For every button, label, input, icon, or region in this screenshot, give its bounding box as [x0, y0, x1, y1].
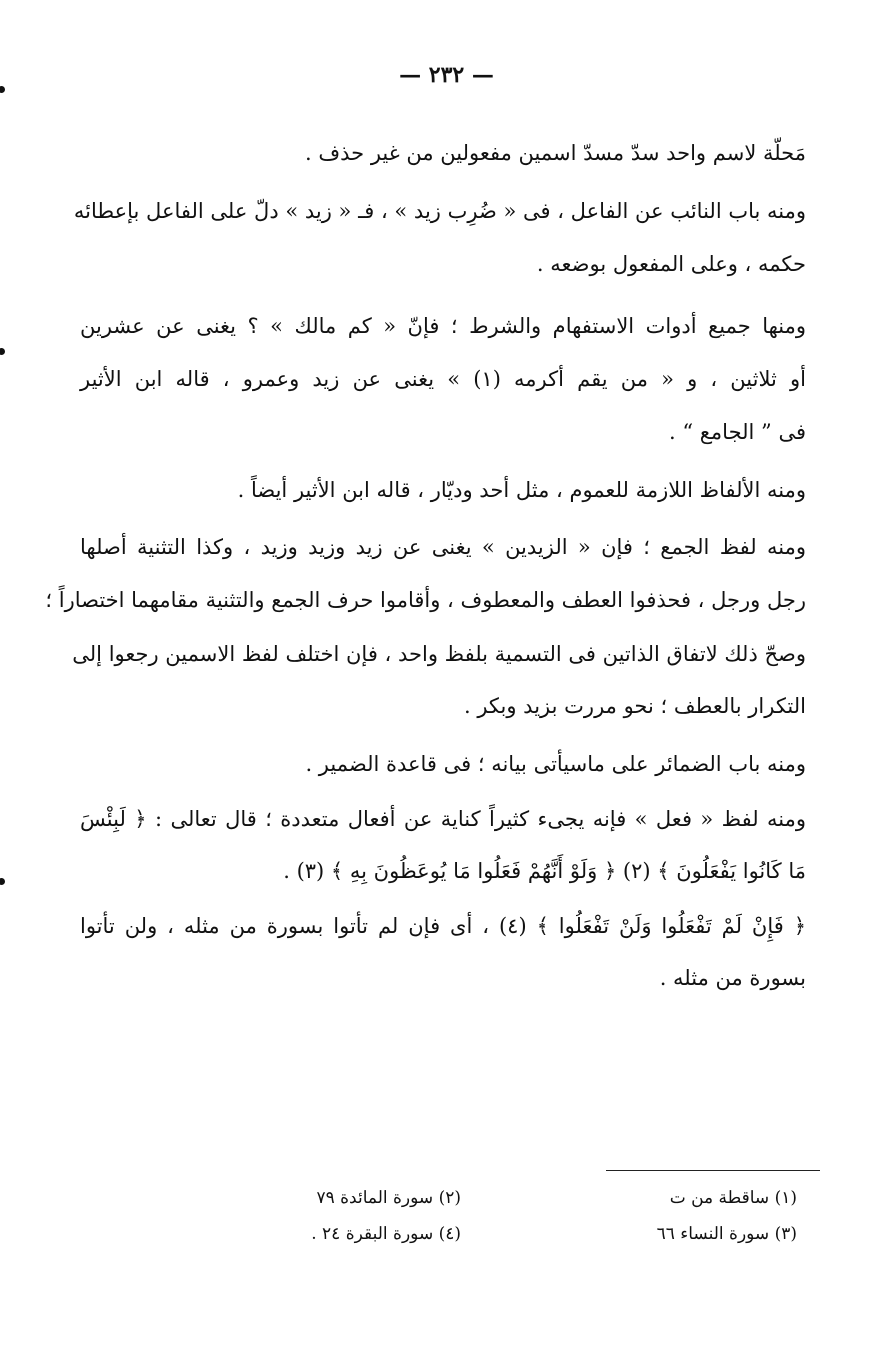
body-line: ومنه لفظ الجمع ؛ فإن « الزيدين » يغنى عن زيد وزيد وزيد ، وكذا التثنية أصلها [80, 535, 806, 559]
footnote-divider [606, 1170, 820, 1171]
body-line: بسورة من مثله . [659, 966, 806, 990]
footnote-2: (٢) سورة المائدة ٧٩ [316, 1188, 461, 1208]
body-line: مَحلّة لاسم واحد سدّ مسدّ اسمين مفعولين من غير حذف . [305, 141, 806, 165]
page-number: — ٢٣٢ — [399, 62, 494, 88]
body-line: رجل ورجل ، فحذفوا العطف والمعطوف ، وأقاموا حرف الجمع والتثنية مقامهما اختصاراً ؛ [45, 588, 806, 612]
scan-margin-mark [0, 86, 5, 93]
body-line: ﴿ فَإِنْ لَمْ تَفْعَلُوا وَلَنْ تَفْعَلُوا ﴾ (٤) ، أى فإن لم تأتوا بسورة من مثله ، ولن تأتوا [80, 914, 806, 938]
body-line: مَا كَانُوا يَفْعَلُونَ ﴾ (٢) ﴿ وَلَوْ أَنَّهُمْ فَعَلُوا مَا يُوعَظُونَ بِهِ ﴾ (٣) . [283, 859, 806, 883]
scan-margin-mark [0, 878, 5, 885]
body-line: حكمه ، وعلى المفعول بوضعه . [536, 252, 806, 276]
body-line: وصحّ ذلك لاتفاق الذاتين فى التسمية بلفظ واحد ، فإن اختلف لفظ الاسمين رجعوا إلى [72, 642, 806, 666]
scan-margin-mark [0, 348, 5, 355]
body-line: التكرار بالعطف ؛ نحو مررت بزيد وبكر . [463, 694, 806, 718]
body-line: ومنه لفظ « فعل » فإنه يجىء كثيراً كناية عن أفعال متعددة ؛ قال تعالى : ﴿ لَبِئْسَ [80, 807, 806, 831]
footnote-3: (٣) سورة النساء ٦٦ [656, 1224, 797, 1244]
body-line: ومنها جميع أدوات الاستفهام والشرط ؛ فإنّ « كم مالك » ؟ يغنى عن عشرين [80, 314, 806, 338]
body-line: فى ” الجامع “ . [668, 420, 806, 444]
footnote-4: (٤) سورة البقرة ٢٤ . [311, 1224, 461, 1244]
body-line: ومنه الألفاظ اللازمة للعموم ، مثل أحد وديّار ، قاله ابن الأثير أيضاً . [237, 478, 806, 502]
footnote-1: (١) ساقطة من ت [669, 1188, 797, 1208]
body-line: أو ثلاثين ، و « من يقم أكرمه (١) » يغنى عن زيد وعمرو ، قاله ابن الأثير [80, 367, 806, 391]
body-line: ومنه باب الضمائر على ماسيأتى بيانه ؛ فى قاعدة الضمير . [305, 752, 806, 776]
body-line: ومنه باب النائب عن الفاعل ، فى « ضُرِب زيد » ، فـ « زيد » دلّ على الفاعل بإعطائه [73, 199, 806, 223]
